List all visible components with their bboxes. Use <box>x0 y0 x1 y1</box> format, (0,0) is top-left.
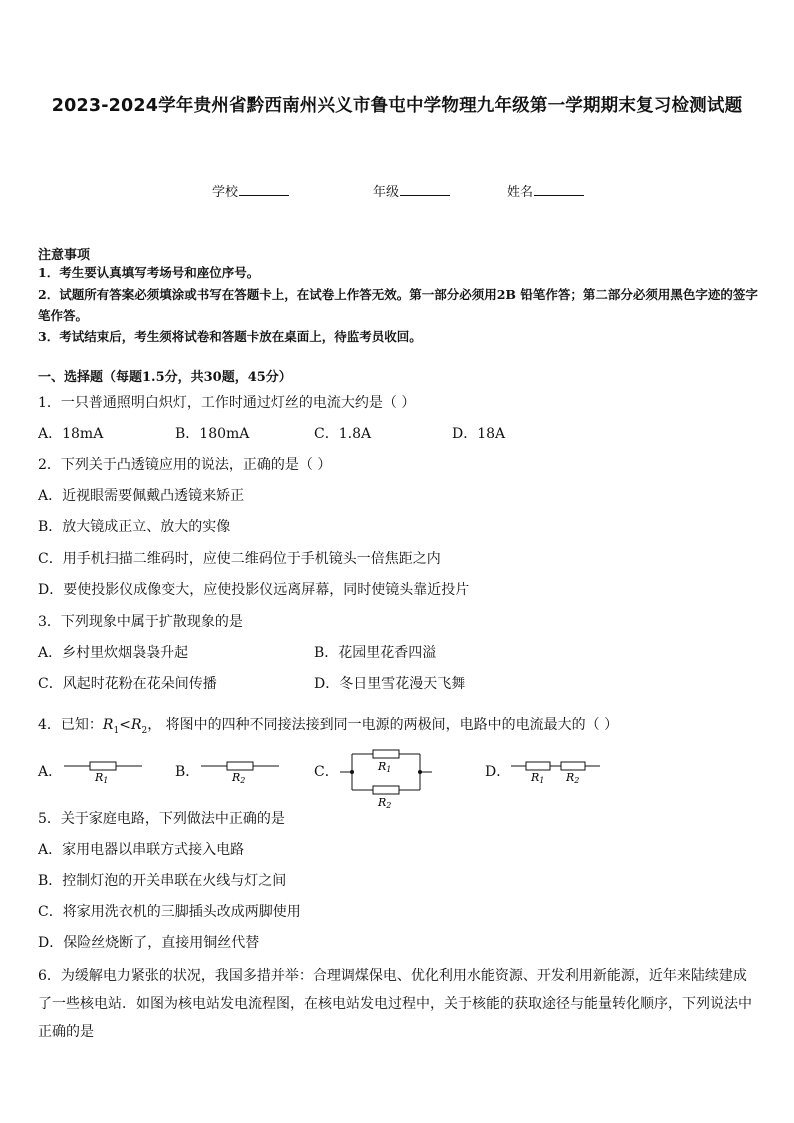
school-field: 学校 <box>212 181 289 200</box>
circuit-c-diagram <box>340 744 440 810</box>
q3-option-d: D．冬日里雪花漫天飞舞 <box>314 676 466 692</box>
q5-option-a: A．家用电器以串联方式接入电路 <box>38 842 245 858</box>
q5-option-c: C．将家用洗衣机的三脚插头改成两脚使用 <box>38 904 301 920</box>
resistor-label: R2 <box>566 771 580 785</box>
q2-option-d: D．要使投影仪成像变大，应使投影仪远离屏幕，同时使镜头靠近投片 <box>38 582 470 598</box>
question-2-stem: 2．下列关于凸透镜应用的说法，正确的是（ ） <box>38 457 332 473</box>
resistor-label: R2 <box>232 771 246 785</box>
question-1-stem: 1．一只普通照明白炽灯，工作时通过灯丝的电流大约是（ ） <box>38 395 416 411</box>
notes-heading: 注意事项 <box>38 248 91 263</box>
q4-option-c: C． R1 R2 <box>314 762 454 802</box>
q4-option-d: D． R1 R2 <box>485 762 625 792</box>
q5-option-d: D．保险丝烧断了，直接用铜丝代替 <box>38 935 260 951</box>
student-info-row <box>0 181 794 201</box>
q1-option-d: D．18A <box>452 426 506 442</box>
q1-option-c: C．1.8A <box>314 426 372 442</box>
resistor-label: R1 <box>95 771 109 785</box>
q2-option-b: B．放大镜成正立、放大的实像 <box>38 519 231 535</box>
question-4-stem: 4．已知：$R_1<R_2$， 将图中的四种不同接法接到同一电源的两极间，电路中的电流最大的（ ） <box>38 717 619 736</box>
school-blank <box>239 181 289 196</box>
circuit-a-diagram <box>64 756 154 786</box>
q1-option-b: B．180mA <box>175 426 250 442</box>
note-item: 2．试题所有答案必须填涂或书写在答题卡上，在试卷上作答无效。第一部分必须用2B 铅笔作答；第二部分必须用黑色字迹的签字笔作答。 <box>38 287 758 323</box>
q3-option-c: C．风起时花粉在花朵间传播 <box>38 676 217 692</box>
page-title: 2023-2024学年贵州省黔西南州兴义市鲁屯中学物理九年级第一学期期末复习检测试题 <box>51 96 743 116</box>
q4-option-b: B． R2 <box>175 762 295 792</box>
q3-option-a: A．乡村里炊烟袅袅升起 <box>38 645 189 661</box>
q2-option-a: A．近视眼需要佩戴凸透镜来矫正 <box>38 488 245 504</box>
circuit-d-diagram <box>511 756 611 786</box>
grade-blank <box>400 181 450 196</box>
q5-option-b: B．控制灯泡的开关串联在火线与灯之间 <box>38 873 287 889</box>
resistor-label: R2 <box>378 796 392 810</box>
grade-field: 年级 <box>373 181 450 200</box>
q1-option-a: A．18mA <box>38 426 104 442</box>
name-field: 姓名 <box>507 181 584 200</box>
name-blank <box>534 181 584 196</box>
q3-option-b: B．花园里花香四溢 <box>314 645 437 661</box>
question-6-stem: 6．为缓解电力紧张的状况，我国多措并举：合理调煤保电、优化利用水能资源、开发利用新能源，近年来陆续建成了一些核电站．如图为核电站发电流程图，在核电站发电过程中，关于核能的获取途径与能量转化顺序，下列说法中正确的是 <box>38 968 752 1040</box>
circuit-b-diagram <box>201 756 291 786</box>
note-item: 3．考试结束后，考生须将试卷和答题卡放在桌面上，待监考员收回。 <box>38 329 422 344</box>
resistor-label: R1 <box>531 771 545 785</box>
section-heading: 一、选择题（每题1.5分，共30题，45分） <box>38 370 292 385</box>
note-item: 1．考生要认真填写考场号和座位序号。 <box>38 265 260 280</box>
q2-option-c: C．用手机扫描二维码时，应使二维码位于手机镜头一倍焦距之内 <box>38 551 441 567</box>
resistor-label: R1 <box>378 760 392 774</box>
question-3-stem: 3．下列现象中属于扩散现象的是 <box>38 614 243 630</box>
question-5-stem: 5．关于家庭电路，下列做法中正确的是 <box>38 811 285 827</box>
q4-option-a: A． R1 <box>38 762 158 792</box>
